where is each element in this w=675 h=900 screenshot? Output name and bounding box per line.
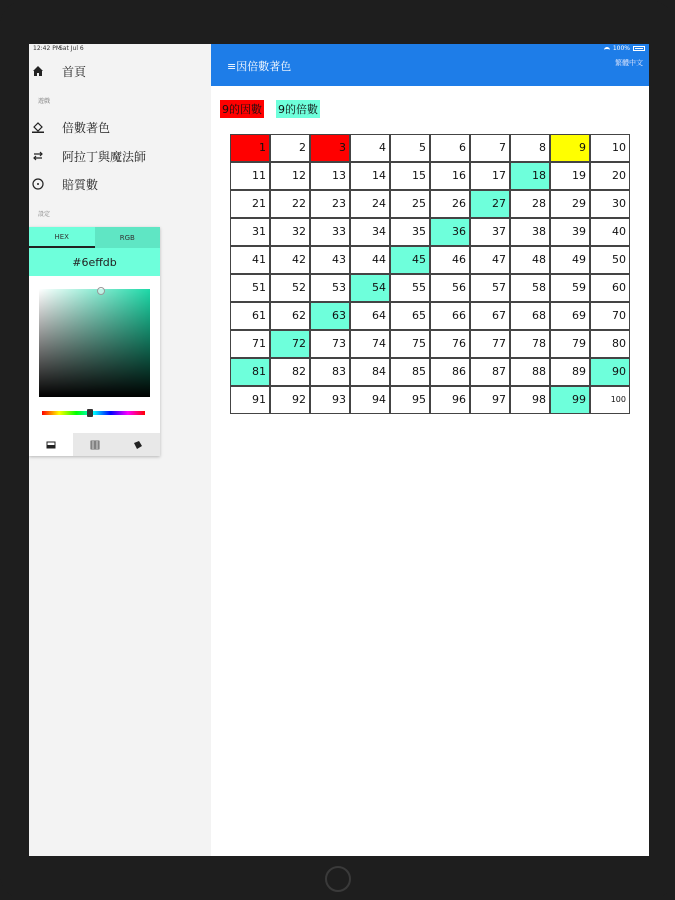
saturation-thumb[interactable] (97, 287, 105, 295)
grid-cell[interactable]: 12 (270, 162, 310, 190)
grid-cell[interactable]: 2 (270, 134, 310, 162)
home-button[interactable] (325, 866, 351, 892)
grid-cell[interactable]: 31 (230, 218, 270, 246)
grid-cell[interactable]: 45 (390, 246, 430, 274)
grid-cell[interactable]: 88 (510, 358, 550, 386)
grid-cell[interactable]: 76 (430, 330, 470, 358)
nav-label-aladdin: 阿拉丁與魔法師 (62, 149, 147, 164)
grid-cell[interactable]: 16 (430, 162, 470, 190)
grid-cell[interactable]: 87 (470, 358, 510, 386)
grid-cell[interactable]: 15 (390, 162, 430, 190)
palette-block-icon[interactable] (29, 433, 73, 456)
grid-cell[interactable]: 63 (310, 302, 350, 330)
grid-cell[interactable]: 57 (470, 274, 510, 302)
tab-hex[interactable]: HEX (29, 227, 95, 248)
grid-cell[interactable]: 92 (270, 386, 310, 414)
grid-cell[interactable]: 10 (590, 134, 630, 162)
saturation-value-area[interactable] (39, 289, 150, 397)
grid-cell[interactable]: 41 (230, 246, 270, 274)
grid-cell[interactable]: 64 (350, 302, 390, 330)
picker-footer (29, 433, 160, 456)
grid-cell[interactable]: 71 (230, 330, 270, 358)
status-bar (29, 44, 649, 54)
legend-factor: 9的因數 (220, 100, 264, 118)
grid-cell[interactable]: 21 (230, 190, 270, 218)
grid-cell[interactable]: 35 (390, 218, 430, 246)
grid-cell[interactable]: 55 (390, 274, 430, 302)
hue-slider[interactable] (42, 411, 145, 415)
grid-cell[interactable]: 11 (230, 162, 270, 190)
grid-cell[interactable]: 32 (270, 218, 310, 246)
grid-cell[interactable]: 75 (390, 330, 430, 358)
hex-value[interactable]: #6effdb (29, 248, 160, 276)
grid-cell[interactable]: 82 (270, 358, 310, 386)
grid-cell[interactable]: 58 (510, 274, 550, 302)
grid-cell[interactable]: 69 (550, 302, 590, 330)
hue-slider-thumb[interactable] (87, 409, 93, 417)
battery-icon (633, 46, 645, 51)
grid-cell[interactable]: 28 (510, 190, 550, 218)
navigation-drawer (29, 44, 211, 856)
grid-cell[interactable]: 34 (350, 218, 390, 246)
nav-label-prime: 賠質數 (62, 177, 99, 192)
grid-cell[interactable]: 5 (390, 134, 430, 162)
grid-cell[interactable]: 24 (350, 190, 390, 218)
grid-cell[interactable]: 36 (430, 218, 470, 246)
grid-cell[interactable]: 43 (310, 246, 350, 274)
grid-cell[interactable]: 90 (590, 358, 630, 386)
page-title: ≡因倍數著色 (227, 60, 292, 73)
grid-cell[interactable]: 4 (350, 134, 390, 162)
grid-cell[interactable]: 39 (550, 218, 590, 246)
grid-cell[interactable]: 20 (590, 162, 630, 190)
nav-item-multiples-coloring[interactable] (29, 115, 211, 139)
grid-cell[interactable]: 37 (470, 218, 510, 246)
wifi-icon (604, 47, 610, 51)
grid-cell[interactable]: 7 (470, 134, 510, 162)
grid-cell[interactable]: 95 (390, 386, 430, 414)
grid-cell[interactable]: 1 (230, 134, 270, 162)
grid-cell[interactable]: 80 (590, 330, 630, 358)
grid-cell[interactable]: 22 (270, 190, 310, 218)
grid-cell[interactable]: 67 (470, 302, 510, 330)
grid-cell[interactable]: 99 (550, 386, 590, 414)
status-right (604, 45, 645, 52)
grid-cell[interactable]: 3 (310, 134, 350, 162)
nav-label-home: 首頁 (62, 64, 87, 79)
grid-cell[interactable]: 72 (270, 330, 310, 358)
grid-cell[interactable]: 52 (270, 274, 310, 302)
grid-cell[interactable]: 38 (510, 218, 550, 246)
color-picker (29, 227, 160, 456)
grid-cell[interactable]: 19 (550, 162, 590, 190)
grid-cell[interactable]: 68 (510, 302, 550, 330)
paint-bucket-icon (32, 121, 44, 133)
screen (29, 44, 649, 856)
section-title-settings: 設定 (38, 211, 51, 218)
grid-cell[interactable]: 23 (310, 190, 350, 218)
language-selector[interactable]: 繁體中文 (615, 59, 643, 67)
grid-cell[interactable]: 78 (510, 330, 550, 358)
grid-cell[interactable]: 33 (310, 218, 350, 246)
grid-cell[interactable]: 18 (510, 162, 550, 190)
status-date: Sat Jul 6 (59, 45, 84, 52)
grid-cell[interactable]: 98 (510, 386, 550, 414)
grid-cell[interactable]: 79 (550, 330, 590, 358)
grid-cell[interactable]: 65 (390, 302, 430, 330)
grid-cell[interactable]: 59 (550, 274, 590, 302)
grid-cell[interactable]: 29 (550, 190, 590, 218)
grid-cell[interactable]: 56 (430, 274, 470, 302)
battery-percent: 100% (612, 45, 630, 52)
grid-cell[interactable]: 42 (270, 246, 310, 274)
grid-cell[interactable]: 9 (550, 134, 590, 162)
grid-cell[interactable]: 26 (430, 190, 470, 218)
swap-icon (32, 150, 44, 162)
grid-cell[interactable]: 61 (230, 302, 270, 330)
home-icon (32, 65, 44, 77)
grid-cell[interactable]: 73 (310, 330, 350, 358)
grid-cell[interactable]: 74 (350, 330, 390, 358)
grid-cell[interactable]: 62 (270, 302, 310, 330)
grid-cell[interactable]: 89 (550, 358, 590, 386)
grid-cell[interactable]: 91 (230, 386, 270, 414)
coin-icon (32, 178, 44, 190)
grid-cell[interactable]: 96 (430, 386, 470, 414)
grid-cell[interactable]: 17 (470, 162, 510, 190)
grid-cell[interactable]: 40 (590, 218, 630, 246)
tab-rgb[interactable]: RGB (95, 227, 161, 248)
grid-cell[interactable]: 53 (310, 274, 350, 302)
nav-label-multiples-coloring: 倍數著色 (62, 120, 111, 135)
grid-cell[interactable]: 100 (590, 386, 630, 414)
grid-cell[interactable]: 54 (350, 274, 390, 302)
grid-cell[interactable]: 30 (590, 190, 630, 218)
grid-cell[interactable]: 25 (390, 190, 430, 218)
grid-cell[interactable]: 14 (350, 162, 390, 190)
status-time: 12:42 PM (33, 45, 61, 52)
nav-item-home[interactable] (29, 59, 211, 83)
grid-cell[interactable]: 93 (310, 386, 350, 414)
grid-cell[interactable]: 46 (430, 246, 470, 274)
grid-cell[interactable]: 48 (510, 246, 550, 274)
grid-cell[interactable]: 47 (470, 246, 510, 274)
grid-cell[interactable]: 70 (590, 302, 630, 330)
grid-cell[interactable]: 81 (230, 358, 270, 386)
legend-multiple: 9的倍數 (276, 100, 320, 118)
grid-cell[interactable]: 6 (430, 134, 470, 162)
layers-icon[interactable] (116, 433, 160, 456)
grid-cell[interactable]: 50 (590, 246, 630, 274)
grid-cell[interactable]: 94 (350, 386, 390, 414)
grid-cell[interactable]: 97 (470, 386, 510, 414)
grid-cell[interactable]: 13 (310, 162, 350, 190)
grid-cell[interactable]: 51 (230, 274, 270, 302)
section-title-games: 遊戲 (38, 98, 51, 105)
grid-cell[interactable]: 60 (590, 274, 630, 302)
grid-cell[interactable]: 84 (350, 358, 390, 386)
grid-cell[interactable]: 49 (550, 246, 590, 274)
grid-cell[interactable]: 85 (390, 358, 430, 386)
grid-cell[interactable]: 66 (430, 302, 470, 330)
grid-cell[interactable]: 77 (470, 330, 510, 358)
picker-tabs (29, 227, 160, 248)
grid-cell[interactable]: 8 (510, 134, 550, 162)
nav-item-prime[interactable] (29, 172, 211, 196)
nav-item-aladdin[interactable] (29, 144, 211, 168)
grid-cell[interactable]: 44 (350, 246, 390, 274)
grid-cell[interactable]: 27 (470, 190, 510, 218)
grid-cell[interactable]: 83 (310, 358, 350, 386)
grid-swatch-icon[interactable] (73, 433, 117, 456)
grid-cell[interactable]: 86 (430, 358, 470, 386)
